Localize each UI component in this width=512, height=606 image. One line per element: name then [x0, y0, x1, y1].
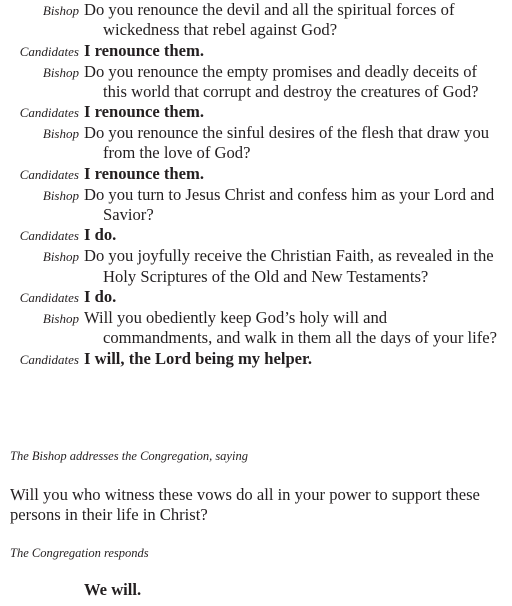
speaker-label: Bishop: [42, 126, 79, 142]
speaker-label: Bishop: [42, 3, 79, 18]
rubric-bishop-addresses: The Bishop addresses the Congregation, saying: [10, 449, 248, 463]
dialogue-line: [0, 0, 512, 41]
dialogue-line: [0, 308, 512, 349]
speaker-label: Candidates: [19, 228, 79, 244]
dialogue-line: [0, 102, 512, 123]
dialogue-line: [0, 287, 512, 308]
dialogue-line: [0, 62, 512, 103]
speaker-label: Bishop: [42, 64, 79, 80]
bishop-question: Do you turn to Jesus Christ and confess him as your Lord and Savior?: [84, 184, 495, 225]
candidates-answer: I do.: [84, 286, 117, 306]
dialogue-line: [0, 349, 512, 370]
speaker-label: Candidates: [19, 43, 79, 59]
candidates-answer: I do.: [84, 225, 117, 245]
dialogue-line: [0, 225, 512, 246]
speaker-label: Candidates: [19, 166, 79, 182]
dialogue-line: [0, 246, 512, 287]
bishop-question: Do you renounce the sinful desires of the flesh that draw you from the love of God?: [84, 123, 490, 163]
candidates-answer: I renounce them.: [84, 40, 204, 60]
candidates-answer: I renounce them.: [84, 163, 204, 183]
speaker-label: Bishop: [42, 187, 79, 203]
rubric-congregation-responds: The Congregation responds: [10, 546, 149, 560]
dialogue-line: [0, 164, 512, 185]
candidates-answer: I will, the Lord being my helper.: [84, 348, 313, 368]
bishop-question: Do you joyfully receive the Christian Faith, as revealed in the Holy Scriptures of the Old and New Testaments?: [84, 246, 494, 286]
congregation-question: Will you who witness these vows do all in your power to support these persons in their life in Christ?: [10, 485, 480, 525]
congregation-response: We will.: [84, 580, 142, 599]
speaker-label: Candidates: [19, 351, 79, 367]
speaker-label: Bishop: [42, 310, 79, 326]
bishop-question: Do you renounce the empty promises and deadly deceits of this world that corrupt and destroy the creatures of God?: [84, 61, 479, 101]
dialogue-line: [0, 185, 512, 226]
speaker-label: Candidates: [19, 105, 79, 121]
dialogue-line: [0, 41, 512, 62]
speaker-label: Bishop: [42, 249, 79, 265]
bishop-question: Do you renounce the devil and all the spiritual forces of wickedness that rebel against God?: [84, 0, 455, 40]
candidates-answer: I renounce them.: [84, 102, 204, 122]
dialogue-line: [0, 123, 512, 164]
bishop-question: Will you obediently keep God’s holy will and commandments, and walk in them all the days of your life?: [84, 307, 497, 348]
speaker-label: Candidates: [19, 289, 79, 305]
